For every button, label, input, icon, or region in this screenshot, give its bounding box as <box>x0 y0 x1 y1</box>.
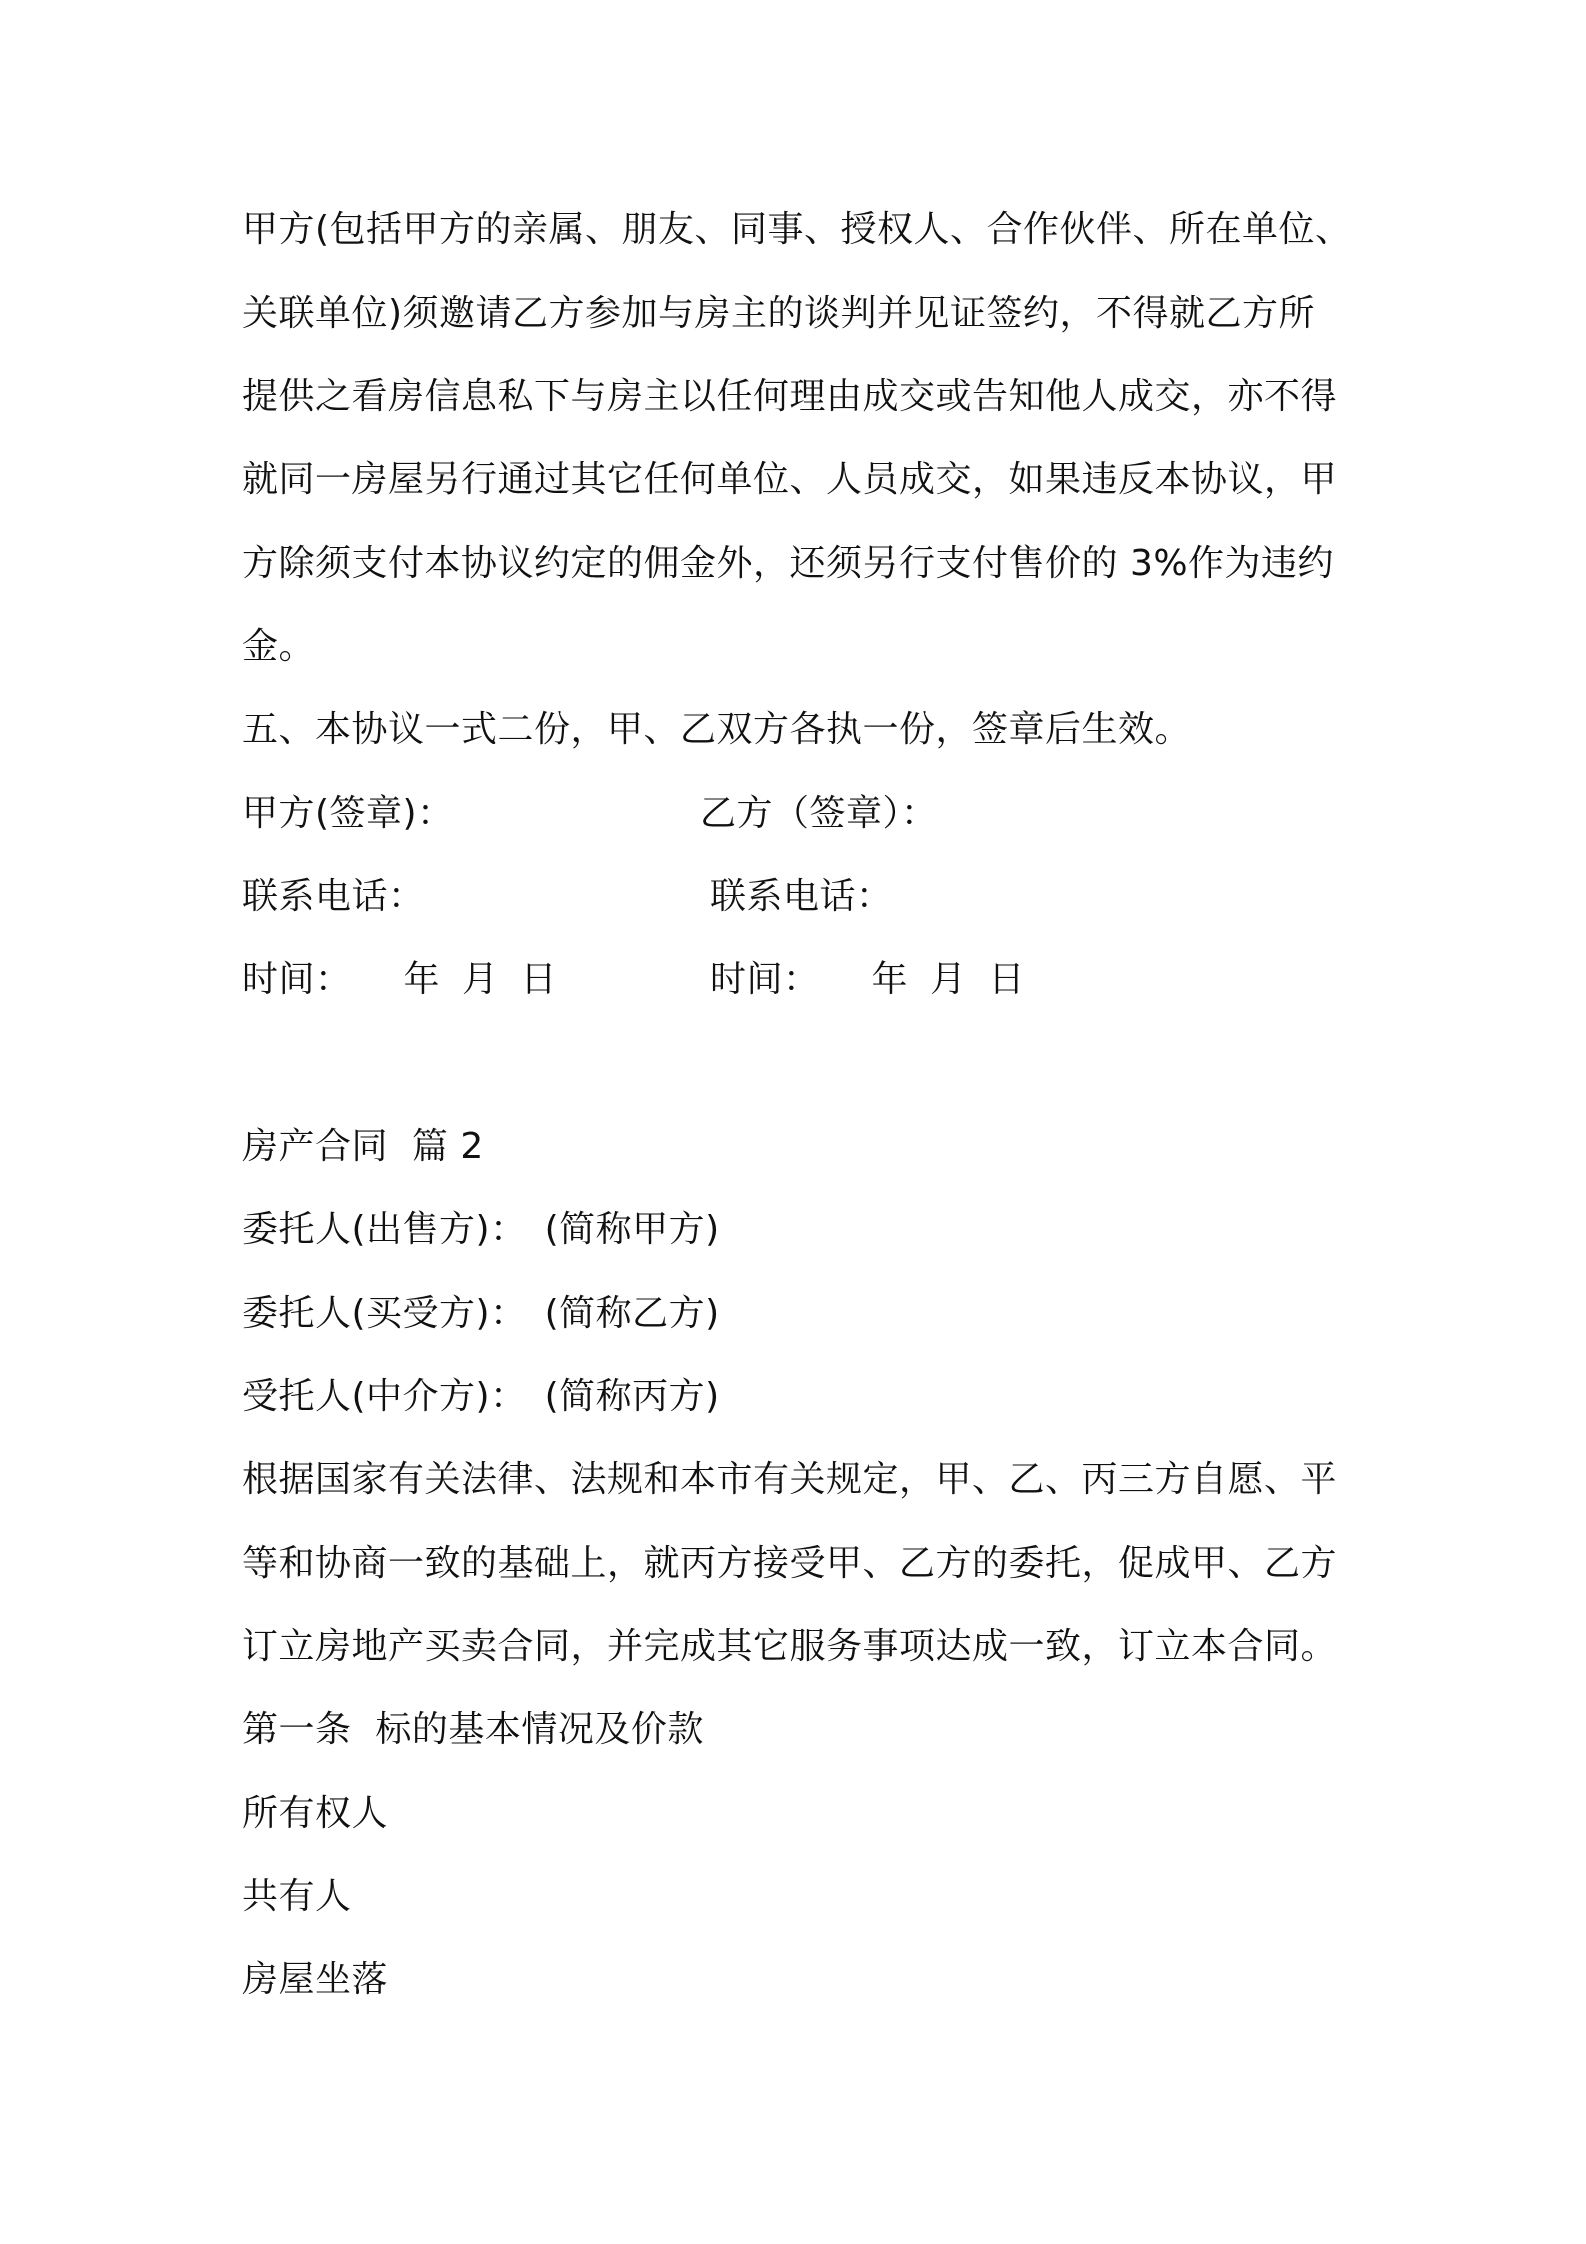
field-label: 房屋坐落 <box>242 1959 389 2000</box>
paragraph-line: 订立房地产买卖合同，并完成其它服务事项达成一致，订立本合同。 <box>242 1626 1338 1667</box>
field-label: 共有人 <box>242 1876 352 1917</box>
paragraph-line: 根据国家有关法律、法规和本市有关规定，甲、乙、丙三方自愿、平 <box>242 1459 1338 1500</box>
date-day: 日 <box>520 959 558 1000</box>
date-day: 日 <box>988 959 1026 1000</box>
party-b-signature-label: 乙方（签章）： <box>700 793 938 834</box>
clause-five: 五、本协议一式二份，甲、乙双方各执一份，签章后生效。 <box>242 709 1192 750</box>
paragraph-line: 关联单位)须邀请乙方参加与房主的谈判并见证签约，不得就乙方所 <box>242 293 1316 334</box>
date-year: 年 <box>403 959 441 1000</box>
party-alias: (简称丙方) <box>544 1376 720 1417</box>
section-title: 房产合同 篇 2 <box>242 1126 484 1167</box>
paragraph-line: 方除须支付本协议约定的佣金外，还须另行支付售价的 3%作为违约 <box>242 543 1335 584</box>
party-a-time-label: 时间： <box>242 959 352 1000</box>
party-row <box>242 1375 720 1419</box>
field-label: 所有权人 <box>242 1793 389 1834</box>
party-a-phone-label: 联系电话： <box>242 876 425 917</box>
party-a-date-row <box>242 958 557 1002</box>
party-label: 受托人(中介方)： <box>242 1376 527 1417</box>
paragraph-line: 等和协商一致的基础上，就丙方接受甲、乙方的委托，促成甲、乙方 <box>242 1543 1338 1584</box>
party-row <box>242 1292 720 1336</box>
party-label: 委托人(买受方)： <box>242 1293 527 1334</box>
paragraph-line: 甲方(包括甲方的亲属、朋友、同事、授权人、合作伙伴、所在单位、 <box>242 209 1352 250</box>
party-b-phone-label: 联系电话： <box>710 876 893 917</box>
date-month: 月 <box>930 959 967 1000</box>
party-a-signature-label: 甲方(签章)： <box>242 793 454 834</box>
paragraph-line: 金。 <box>242 626 316 667</box>
article-title: 第一条 标的基本情况及价款 <box>242 1709 704 1750</box>
party-b-time-label: 时间： <box>710 959 820 1000</box>
party-alias: (简称乙方) <box>544 1293 720 1334</box>
party-b-date-row <box>710 958 1025 1002</box>
date-year: 年 <box>871 959 909 1000</box>
paragraph-line: 就同一房屋另行通过其它任何单位、人员成交，如果违反本协议，甲 <box>242 459 1338 500</box>
party-row <box>242 1208 720 1252</box>
date-month: 月 <box>462 959 499 1000</box>
party-label: 委托人(出售方)： <box>242 1209 527 1250</box>
paragraph-line: 提供之看房信息私下与房主以任何理由成交或告知他人成交，亦不得 <box>242 376 1338 417</box>
party-alias: (简称甲方) <box>544 1209 720 1250</box>
